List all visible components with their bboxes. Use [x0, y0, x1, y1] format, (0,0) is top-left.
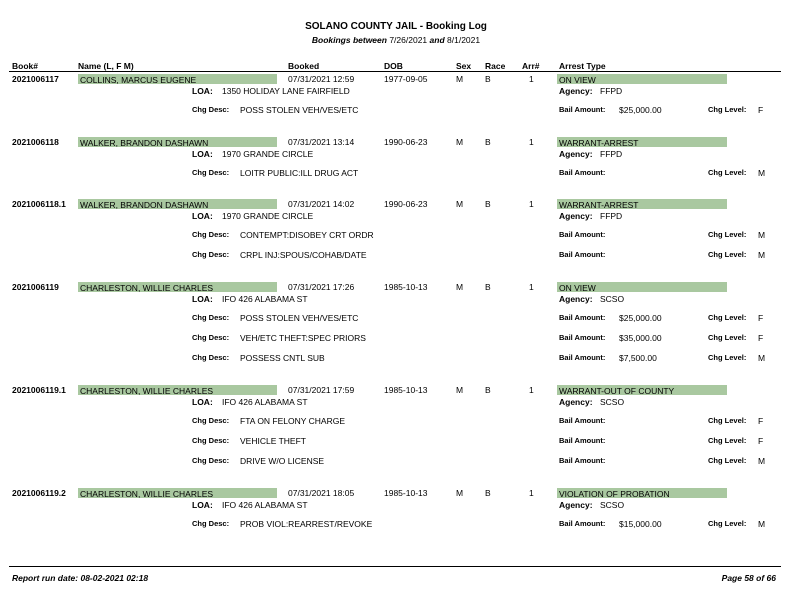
agency-label: Agency: — [559, 86, 593, 96]
charge-level: M — [758, 353, 766, 363]
column-header-booked: Booked — [288, 61, 320, 71]
bail-amount-label: Bail Amount: — [559, 333, 606, 342]
charge-desc-label: Chg Desc: — [192, 313, 230, 322]
charge-description: FTA ON FELONY CHARGE — [240, 416, 346, 426]
date-of-birth: 1990-06-23 — [384, 199, 428, 209]
bail-amount: $7,500.00 — [619, 353, 657, 363]
bail-amount-label: Bail Amount: — [559, 436, 606, 445]
location-of-arrest: IFO 426 ALABAMA ST — [222, 294, 308, 304]
report-run-date: Report run date: 08-02-2021 02:18 — [12, 573, 149, 583]
agency-value: FFPD — [600, 211, 623, 221]
column-header-dob: DOB — [384, 61, 403, 71]
agency-label: Agency: — [559, 149, 593, 159]
race-value: B — [485, 282, 491, 292]
bail-amount-label: Bail Amount: — [559, 416, 606, 425]
arrest-type: WARRANT-ARREST — [559, 138, 639, 148]
subtitle-prefix: Bookings between — [311, 35, 387, 45]
loa-label: LOA: — [192, 149, 213, 159]
sex-value: M — [456, 199, 464, 209]
bail-amount: $15,000.00 — [619, 519, 662, 529]
charge-desc-label: Chg Desc: — [192, 353, 230, 362]
booking-number: 2021006119 — [12, 282, 59, 292]
inmate-name: CHARLESTON, WILLIE CHARLES — [80, 386, 214, 396]
agency-label: Agency: — [559, 211, 593, 221]
charge-level-label: Chg Level: — [708, 250, 747, 259]
charge-desc-label: Chg Desc: — [192, 333, 230, 342]
charge-level: M — [758, 230, 766, 240]
agency-label: Agency: — [559, 294, 593, 304]
booked-datetime: 07/31/2021 17:26 — [288, 282, 355, 292]
arrest-type: ON VIEW — [559, 75, 596, 85]
date-of-birth: 1985-10-13 — [384, 282, 428, 292]
footer-divider — [9, 566, 781, 567]
arrest-type: WARRANT-OUT OF COUNTY — [559, 386, 675, 396]
charge-level: F — [758, 436, 764, 446]
booked-datetime: 07/31/2021 17:59 — [288, 385, 355, 395]
charge-level: M — [758, 519, 766, 529]
location-of-arrest: IFO 426 ALABAMA ST — [222, 500, 308, 510]
charge-level: F — [758, 105, 764, 115]
charge-desc-label: Chg Desc: — [192, 168, 230, 177]
charge-level-label: Chg Level: — [708, 168, 747, 177]
charge-level: M — [758, 250, 766, 260]
loa-label: LOA: — [192, 211, 213, 221]
arrest-number: 1 — [529, 137, 534, 147]
charge-level-label: Chg Level: — [708, 416, 747, 425]
column-header-name: Name (L, F M) — [78, 61, 134, 71]
sex-value: M — [456, 282, 464, 292]
booked-datetime: 07/31/2021 13:14 — [288, 137, 355, 147]
loa-label: LOA: — [192, 294, 213, 304]
inmate-name: COLLINS, MARCUS EUGENE — [80, 75, 197, 85]
charge-level-label: Chg Level: — [708, 333, 747, 342]
charge-description: CRPL INJ:SPOUS/COHAB/DATE — [240, 250, 367, 260]
end-date: 8/1/2021 — [447, 35, 481, 45]
inmate-name: CHARLESTON, WILLIE CHARLES — [80, 283, 214, 293]
start-date: 7/26/2021 — [389, 35, 428, 45]
arrest-number: 1 — [529, 385, 534, 395]
date-of-birth: 1985-10-13 — [384, 488, 428, 498]
column-header-book: Book# — [12, 61, 38, 71]
location-of-arrest: 1970 GRANDE CIRCLE — [222, 211, 314, 221]
loa-label: LOA: — [192, 397, 213, 407]
race-value: B — [485, 488, 491, 498]
agency-value: SCSO — [600, 397, 625, 407]
location-of-arrest: IFO 426 ALABAMA ST — [222, 397, 308, 407]
agency-value: SCSO — [600, 294, 625, 304]
booking-number: 2021006117 — [12, 74, 59, 84]
page-number: Page 58 of 66 — [721, 573, 776, 583]
charge-description: DRIVE W/O LICENSE — [240, 456, 325, 466]
charge-level: F — [758, 333, 764, 343]
charge-description: POSS STOLEN VEH/VES/ETC — [240, 105, 359, 115]
loa-label: LOA: — [192, 500, 213, 510]
arrest-number: 1 — [529, 282, 534, 292]
report-title: SOLANO COUNTY JAIL - Booking Log — [305, 21, 487, 32]
date-of-birth: 1977-09-05 — [384, 74, 428, 84]
race-value: B — [485, 385, 491, 395]
agency-value: SCSO — [600, 500, 625, 510]
charge-description: LOITR PUBLIC:ILL DRUG ACT — [240, 168, 359, 178]
charge-description: VEHICLE THEFT — [240, 436, 306, 446]
bail-amount-label: Bail Amount: — [559, 105, 606, 114]
bail-amount: $25,000.00 — [619, 105, 662, 115]
charge-desc-label: Chg Desc: — [192, 416, 230, 425]
location-of-arrest: 1350 HOLIDAY LANE FAIRFIELD — [222, 86, 350, 96]
charge-desc-label: Chg Desc: — [192, 519, 230, 528]
bail-amount-label: Bail Amount: — [559, 456, 606, 465]
bail-amount-label: Bail Amount: — [559, 168, 606, 177]
subtitle-and: and — [429, 35, 445, 45]
charge-level-label: Chg Level: — [708, 353, 747, 362]
charge-level-label: Chg Level: — [708, 519, 747, 528]
sex-value: M — [456, 74, 464, 84]
column-header-sex: Sex — [456, 61, 472, 71]
charge-desc-label: Chg Desc: — [192, 456, 230, 465]
charge-level: F — [758, 416, 764, 426]
inmate-name: WALKER, BRANDON DASHAWN — [80, 138, 209, 148]
charge-description: POSSESS CNTL SUB — [240, 353, 325, 363]
bail-amount-label: Bail Amount: — [559, 519, 606, 528]
charge-level-label: Chg Level: — [708, 105, 747, 114]
date-of-birth: 1985-10-13 — [384, 385, 428, 395]
bail-amount-label: Bail Amount: — [559, 230, 606, 239]
column-header-arr: Arr# — [522, 61, 540, 71]
booking-number: 2021006118 — [12, 137, 59, 147]
inmate-name: WALKER, BRANDON DASHAWN — [80, 200, 209, 210]
inmate-name: CHARLESTON, WILLIE CHARLES — [80, 489, 214, 499]
arrest-type: VIOLATION OF PROBATION — [559, 489, 670, 499]
charge-level: F — [758, 313, 764, 323]
bail-amount-label: Bail Amount: — [559, 353, 606, 362]
bail-amount-label: Bail Amount: — [559, 313, 606, 322]
charge-description: PROB VIOL:REARREST/REVOKE — [240, 519, 373, 529]
bail-amount-label: Bail Amount: — [559, 250, 606, 259]
charge-level: M — [758, 456, 766, 466]
agency-value: FFPD — [600, 86, 623, 96]
charge-description: CONTEMPT:DISOBEY CRT ORDR — [240, 230, 374, 240]
charge-description: VEH/ETC THEFT:SPEC PRIORS — [240, 333, 366, 343]
charge-level-label: Chg Level: — [708, 436, 747, 445]
arrest-number: 1 — [529, 199, 534, 209]
charge-level: M — [758, 168, 766, 178]
booked-datetime: 07/31/2021 14:02 — [288, 199, 355, 209]
charge-desc-label: Chg Desc: — [192, 250, 230, 259]
booking-number: 2021006118.1 — [12, 199, 66, 209]
race-value: B — [485, 199, 491, 209]
sex-value: M — [456, 137, 464, 147]
agency-label: Agency: — [559, 500, 593, 510]
sex-value: M — [456, 385, 464, 395]
agency-label: Agency: — [559, 397, 593, 407]
bail-amount: $25,000.00 — [619, 313, 662, 323]
arrest-type: WARRANT-ARREST — [559, 200, 639, 210]
charge-level-label: Chg Level: — [708, 456, 747, 465]
booking-number: 2021006119.2 — [12, 488, 66, 498]
column-header-race: Race — [485, 61, 506, 71]
booked-datetime: 07/31/2021 12:59 — [288, 74, 355, 84]
race-value: B — [485, 74, 491, 84]
date-of-birth: 1990-06-23 — [384, 137, 428, 147]
booking-number: 2021006119.1 — [12, 385, 66, 395]
race-value: B — [485, 137, 491, 147]
arrest-number: 1 — [529, 488, 534, 498]
header-divider — [9, 71, 781, 72]
report-subtitle — [0, 35, 792, 45]
charge-description: POSS STOLEN VEH/VES/ETC — [240, 313, 359, 323]
location-of-arrest: 1970 GRANDE CIRCLE — [222, 149, 314, 159]
charge-desc-label: Chg Desc: — [192, 105, 230, 114]
arrest-number: 1 — [529, 74, 534, 84]
agency-value: FFPD — [600, 149, 623, 159]
charge-level-label: Chg Level: — [708, 313, 747, 322]
booked-datetime: 07/31/2021 18:05 — [288, 488, 355, 498]
loa-label: LOA: — [192, 86, 213, 96]
charge-level-label: Chg Level: — [708, 230, 747, 239]
charge-desc-label: Chg Desc: — [192, 436, 230, 445]
column-header-arrest-type: Arrest Type — [559, 61, 606, 71]
arrest-type: ON VIEW — [559, 283, 596, 293]
sex-value: M — [456, 488, 464, 498]
charge-desc-label: Chg Desc: — [192, 230, 230, 239]
bail-amount: $35,000.00 — [619, 333, 662, 343]
